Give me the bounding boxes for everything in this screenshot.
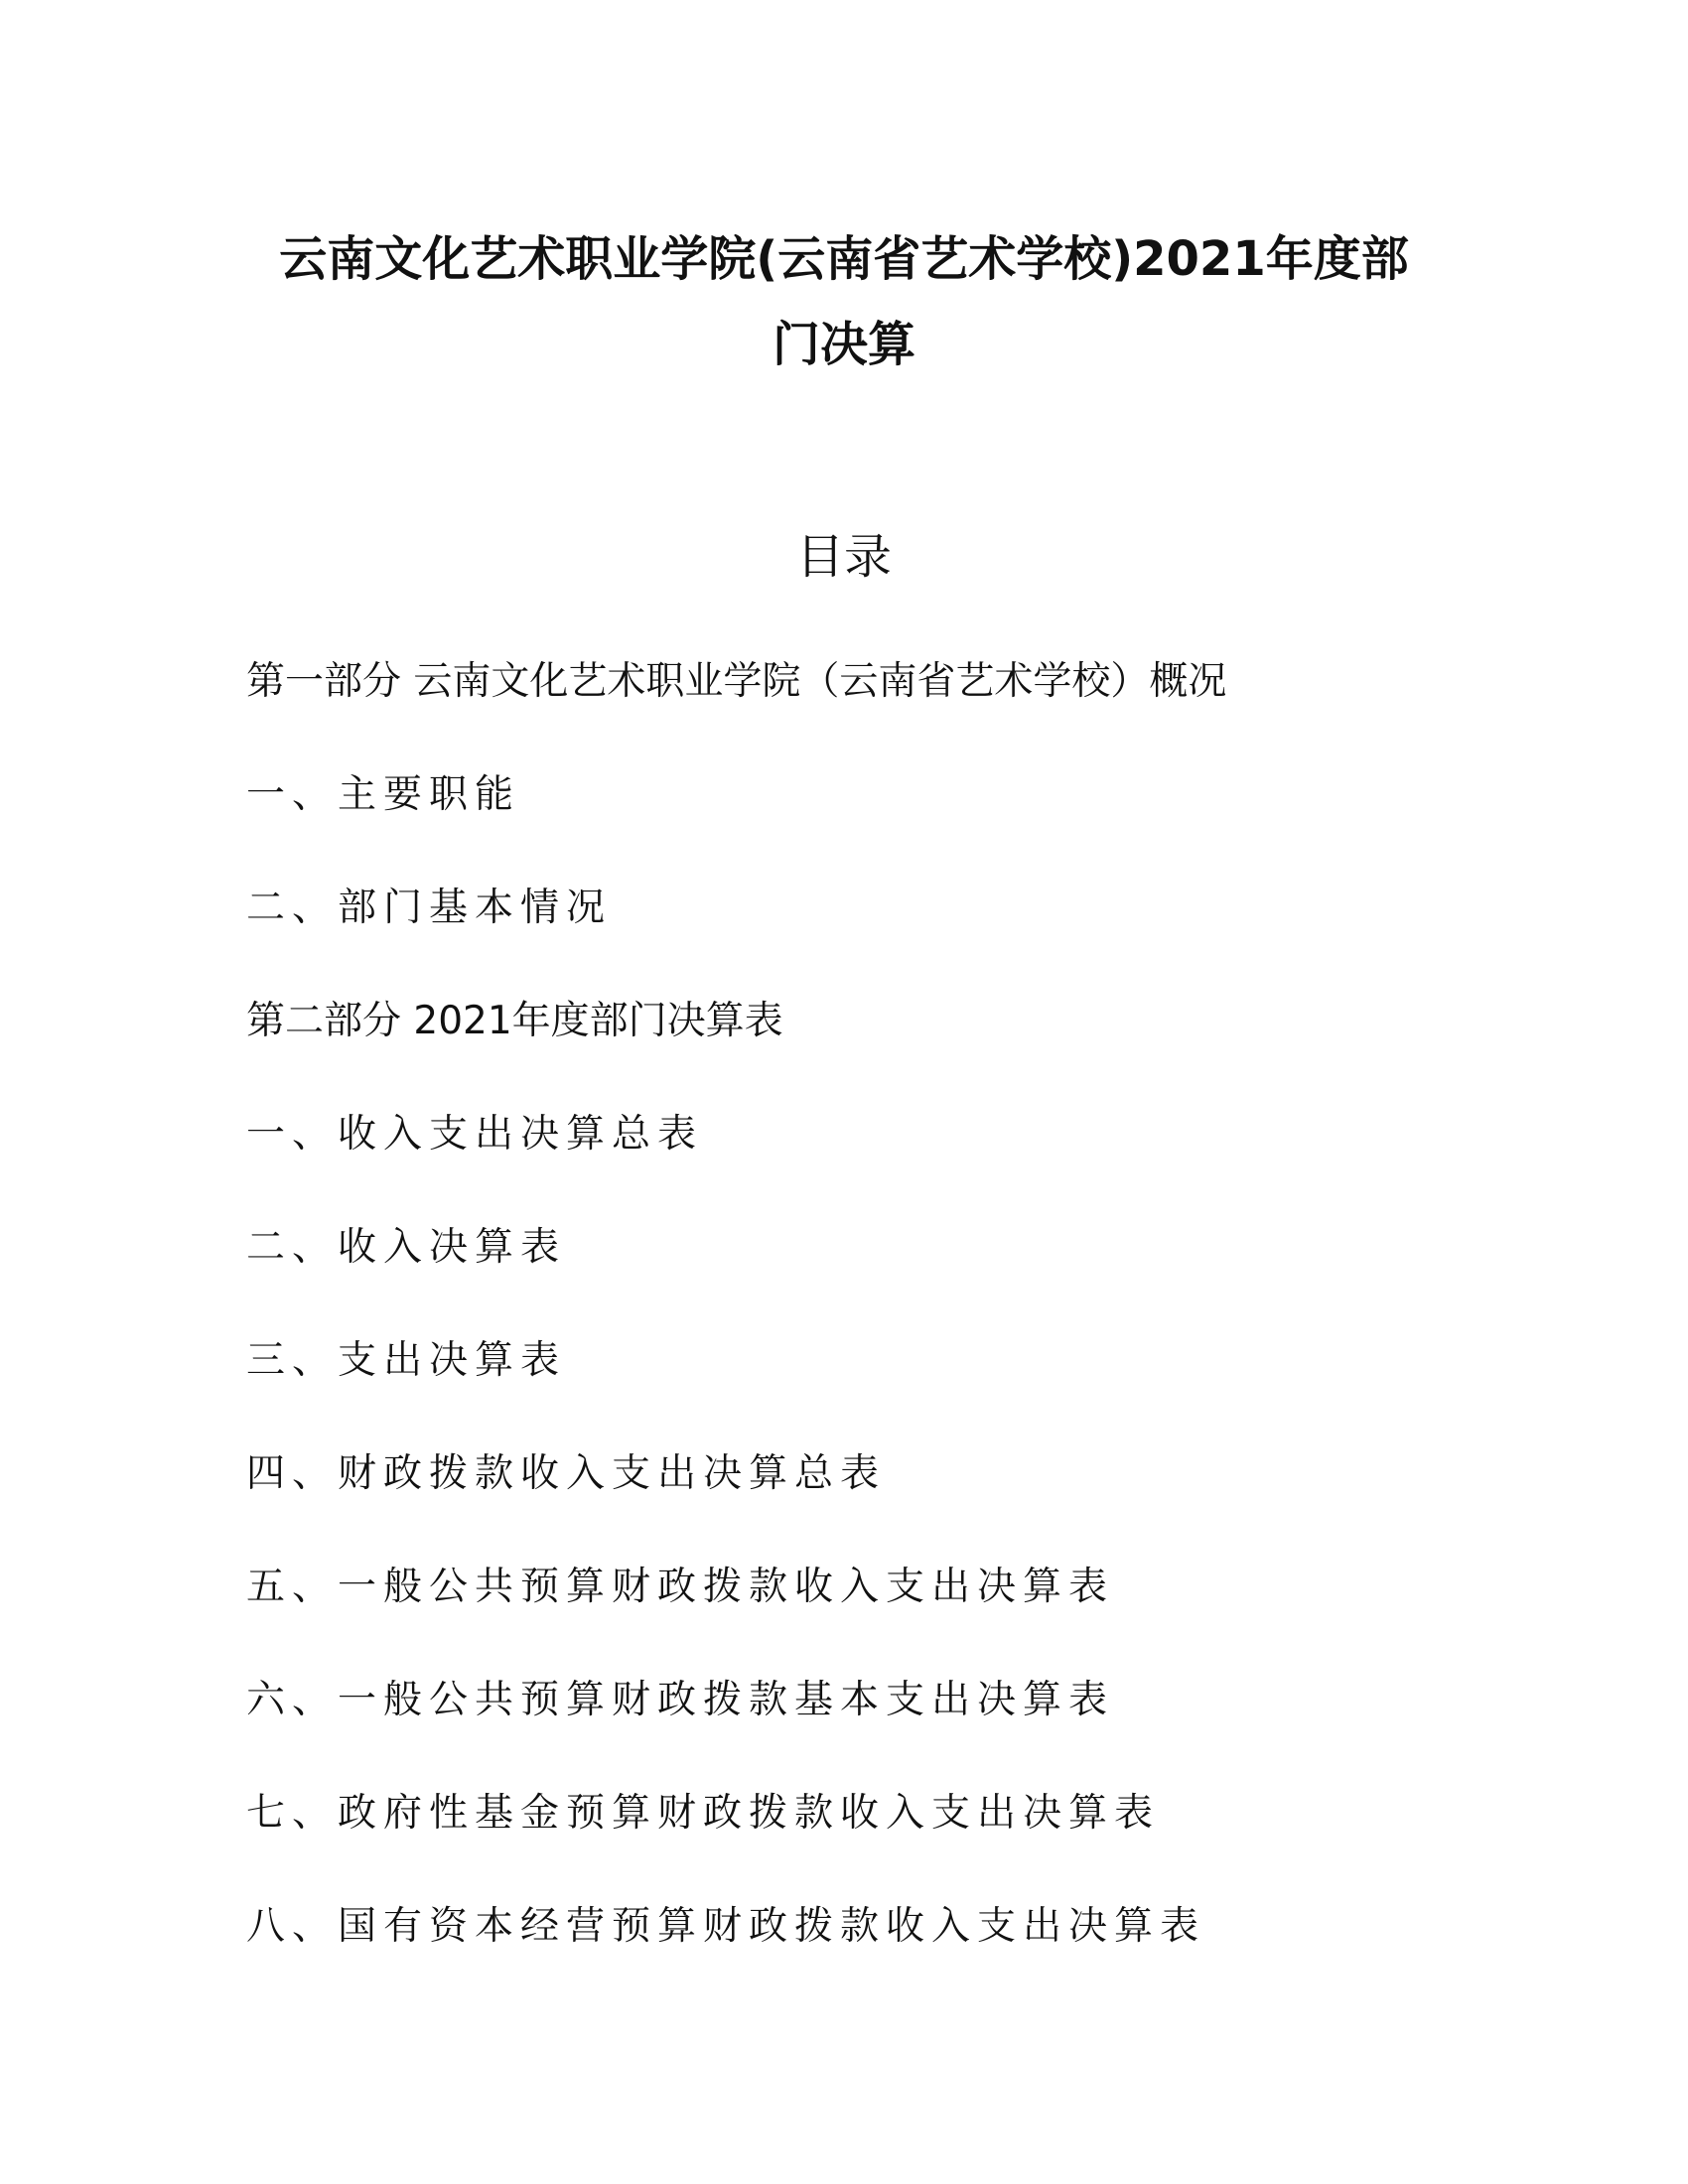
toc-item: 八、国有资本经营预算财政拨款收入支出决算表 bbox=[246, 1904, 1206, 1949]
toc-heading: 目录 bbox=[795, 529, 892, 585]
title-line-2: 门决算 bbox=[772, 317, 915, 372]
toc-part-heading: 第一部分 云南文化艺术职业学院（云南省艺术学校）概况 bbox=[246, 659, 1227, 704]
toc-item: 七、政府性基金预算财政拨款收入支出决算表 bbox=[246, 1791, 1161, 1836]
toc-part-heading: 第二部分 2021年度部门决算表 bbox=[246, 999, 783, 1043]
toc-item: 二、收入决算表 bbox=[246, 1225, 567, 1270]
document-title bbox=[248, 216, 1440, 387]
toc-item: 六、一般公共预算财政拨款基本支出决算表 bbox=[246, 1678, 1115, 1722]
toc-item: 二、部门基本情况 bbox=[246, 886, 613, 930]
toc-item: 四、财政拨款收入支出决算总表 bbox=[246, 1451, 887, 1496]
toc-item: 三、支出决算表 bbox=[246, 1338, 567, 1383]
title-line-1: 云南文化艺术职业学院(云南省艺术学校)2021年度部 bbox=[279, 231, 1409, 287]
toc-item: 一、收入支出决算总表 bbox=[246, 1112, 704, 1157]
toc-item: 五、一般公共预算财政拨款收入支出决算表 bbox=[246, 1565, 1115, 1609]
toc-item: 一、主要职能 bbox=[246, 772, 521, 817]
